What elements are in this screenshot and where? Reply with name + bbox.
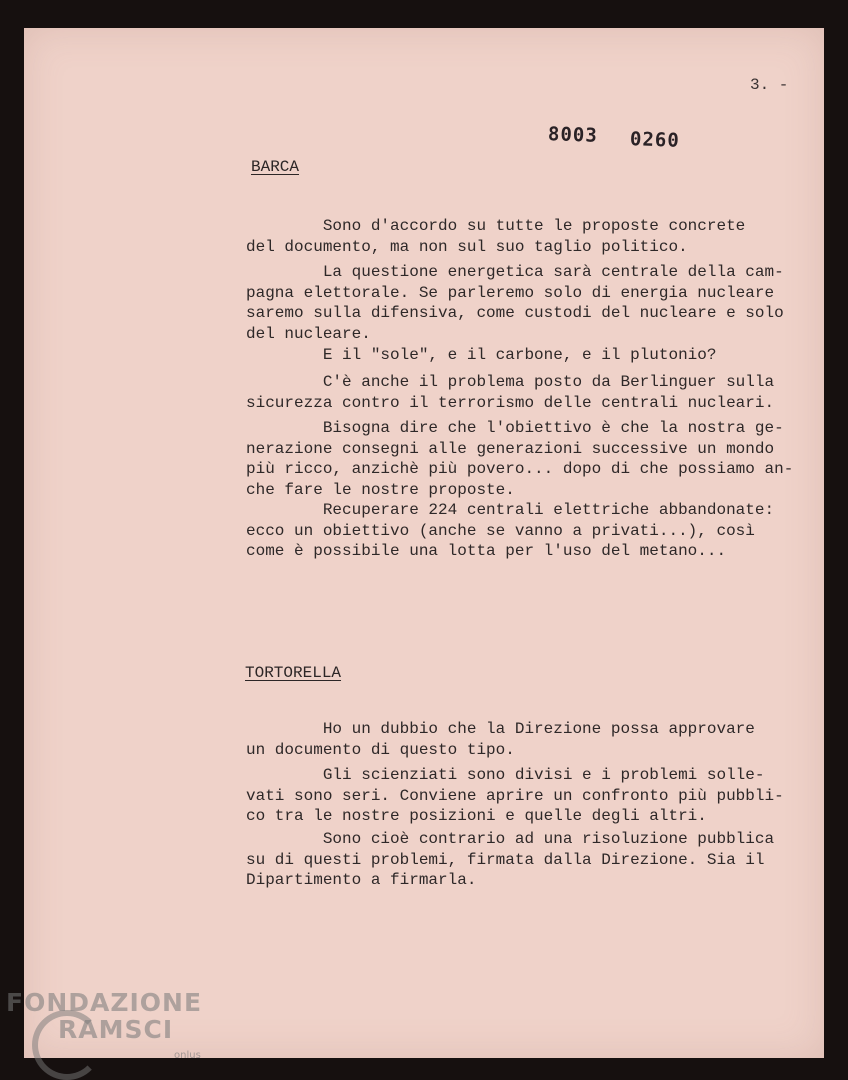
paragraph: Recuperare 224 centrali elettriche abbandonate: ecco un obiettivo (anche se vanno a privati...), così come è possibile una lotta per l'uso del metano... (246, 501, 775, 560)
paragraph: C'è anche il problema posto da Berlinguer sulla sicurezza contro il terrorismo delle centrali nucleari. (246, 373, 775, 412)
watermark-line-1: FONDAZIONE (6, 988, 203, 1017)
speaker-heading-tortorella: TORTORELLA (245, 664, 342, 682)
archive-stamp-number-2: 0260 (629, 128, 681, 152)
paragraph: E il "sole", e il carbone, e il plutonio? (246, 346, 717, 364)
paragraph: La questione energetica sarà centrale della cam- pagna elettorale. Se parleremo solo di energia nucleare saremo sulla difensiva, come custodi del nucleare e solo del nucleare. (246, 263, 784, 343)
page-number: 3. - (750, 76, 789, 94)
watermark-subtitle: onlus (174, 1050, 201, 1061)
watermark-line-2: RAMSCI (58, 1015, 174, 1044)
watermark (6, 988, 202, 1044)
paragraph: Sono d'accordo su tutte le proposte concrete del documento, ma non sul suo taglio politico. (246, 217, 746, 256)
paragraph: Bisogna dire che l'obiettivo è che la nostra ge- nerazione consegni alle generazioni successive un mondo più ricco, anzichè più povero... dopo di che possiamo an- che fare le nostre proposte. (246, 419, 794, 499)
paragraph: Gli scienziati sono divisi e i problemi solle- vati sono seri. Conviene aprire un confronto più pubbli- co tra le nostre posizioni e quelle degli altri. (246, 766, 784, 825)
archive-stamp-number-1: 8003 (547, 123, 599, 147)
paragraph: Ho un dubbio che la Direzione possa approvare un documento di questo tipo. (246, 720, 755, 759)
paragraph: Sono cioè contrario ad una risoluzione pubblica su di questi problemi, firmata dalla Direzione. Sia il Dipartimento a firmarla. (246, 830, 775, 889)
speaker-heading-barca: BARCA (251, 158, 300, 176)
